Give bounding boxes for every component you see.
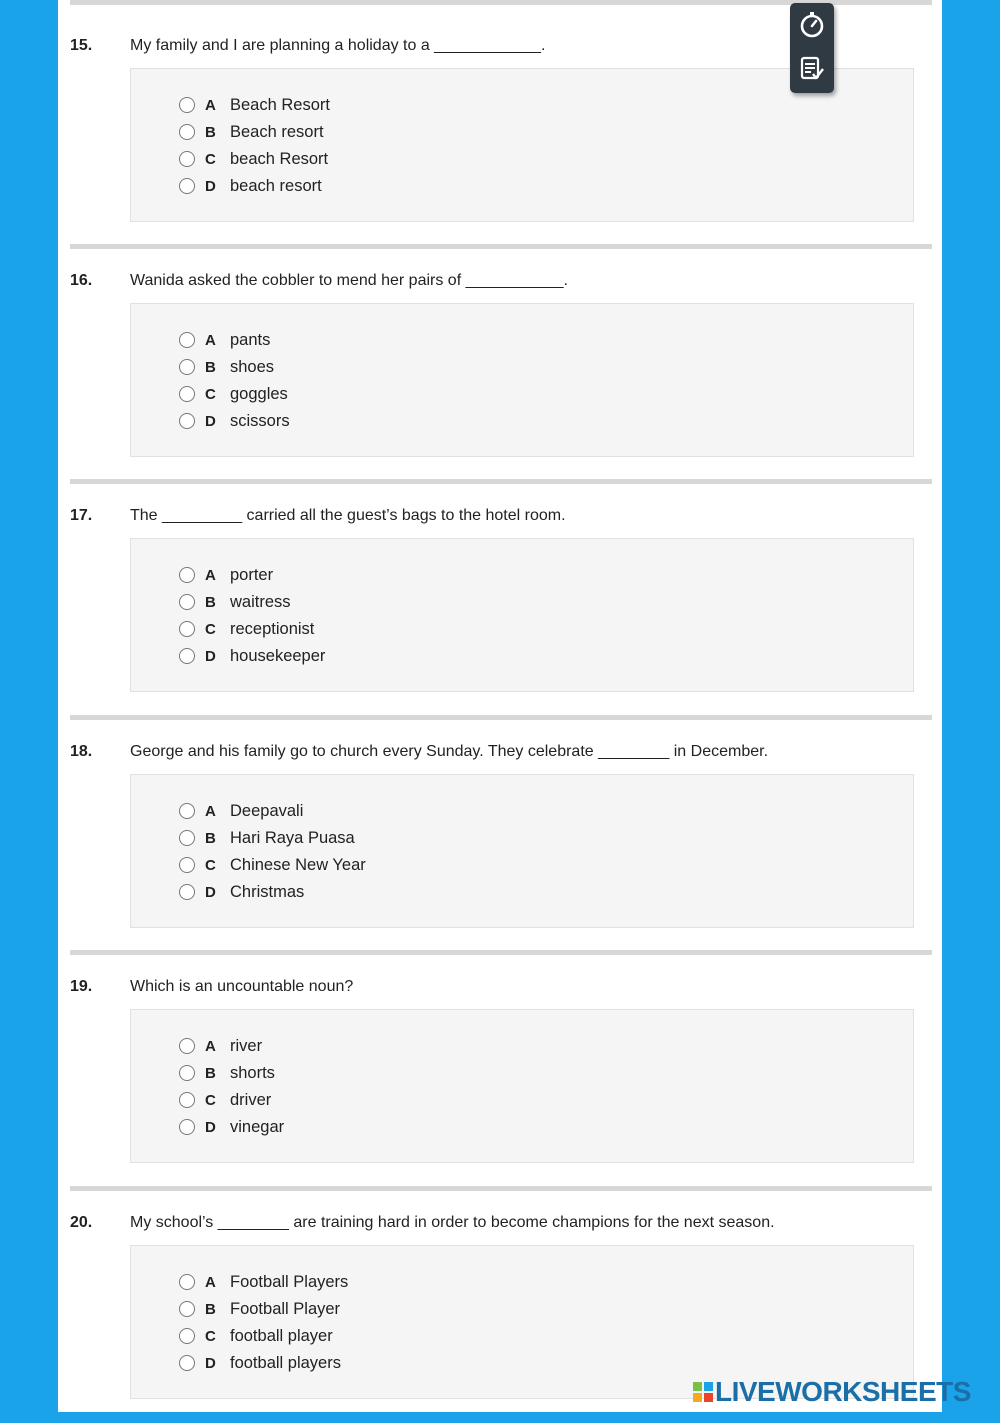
option-text: Chinese New Year (230, 855, 366, 874)
question-text: The _________ carried all the guest’s bags to the hotel room. (130, 507, 566, 524)
question-divider (70, 950, 932, 955)
option-letter: B (205, 123, 216, 141)
radio-button[interactable] (179, 884, 195, 900)
question-16 (0, 246, 1000, 481)
option-text: Deepavali (230, 801, 304, 820)
radio-button[interactable] (179, 1092, 195, 1108)
radio-button[interactable] (179, 1038, 195, 1054)
timer-button[interactable] (795, 8, 829, 42)
question-15 (0, 11, 1000, 246)
question-18 (0, 717, 1000, 952)
option-text: housekeeper (230, 646, 326, 665)
option-b[interactable] (179, 1297, 340, 1321)
question-number: 16. (70, 272, 93, 289)
review-button[interactable] (795, 51, 829, 85)
radio-button[interactable] (179, 830, 195, 846)
question-divider (70, 244, 932, 249)
option-text: beach Resort (230, 149, 329, 168)
question-number: 18. (70, 743, 93, 760)
question-17 (0, 481, 1000, 716)
option-b[interactable] (179, 120, 324, 144)
option-d[interactable] (179, 1115, 284, 1139)
radio-button[interactable] (179, 594, 195, 610)
radio-button[interactable] (179, 567, 195, 583)
option-letter: C (205, 385, 216, 403)
option-letter: D (205, 177, 216, 195)
options-box (130, 774, 914, 928)
option-d[interactable] (179, 174, 322, 198)
question-19 (0, 952, 1000, 1187)
option-text: beach resort (230, 176, 322, 195)
option-text: Christmas (230, 882, 305, 901)
options-box (130, 303, 914, 457)
options-box (130, 1009, 914, 1163)
radio-button[interactable] (179, 332, 195, 348)
radio-button[interactable] (179, 803, 195, 819)
question-number: 19. (70, 978, 93, 995)
option-c[interactable] (179, 1324, 333, 1348)
option-text: river (230, 1036, 263, 1055)
option-letter: A (205, 1273, 216, 1291)
option-text: Football Player (230, 1299, 341, 1318)
stopwatch-icon (798, 11, 826, 39)
liveworksheets-logo (693, 1377, 971, 1407)
option-text: Hari Raya Puasa (230, 828, 355, 847)
question-text: George and his family go to church every Sunday. They celebrate ________ in December. (130, 743, 769, 760)
option-text: driver (230, 1090, 272, 1109)
option-b[interactable] (179, 590, 291, 614)
radio-button[interactable] (179, 1274, 195, 1290)
option-text: receptionist (230, 619, 315, 638)
option-text: shoes (230, 357, 275, 376)
question-text: My family and I are planning a holiday to a ____________. (130, 37, 546, 54)
radio-button[interactable] (179, 1065, 195, 1081)
option-text: vinegar (230, 1117, 285, 1136)
option-letter: D (205, 883, 216, 901)
option-letter: B (205, 1300, 216, 1318)
question-text: My school’s ________ are training hard in order to become champions for the next season. (130, 1214, 775, 1231)
option-text: Beach resort (230, 122, 324, 141)
option-text: football players (230, 1353, 341, 1372)
option-text: goggles (230, 384, 288, 403)
option-letter: D (205, 412, 216, 430)
question-divider (70, 479, 932, 484)
option-text: porter (230, 565, 274, 584)
option-letter: C (205, 1091, 216, 1109)
option-text: shorts (230, 1063, 275, 1082)
option-letter: C (205, 150, 216, 168)
question-divider (70, 1186, 932, 1191)
option-b[interactable] (179, 1061, 275, 1085)
option-letter: B (205, 358, 216, 376)
option-letter: A (205, 1037, 216, 1055)
radio-button[interactable] (179, 1355, 195, 1371)
option-text: waitress (230, 592, 291, 611)
option-c[interactable] (179, 147, 328, 171)
option-letter: A (205, 566, 216, 584)
radio-button[interactable] (179, 124, 195, 140)
option-a[interactable] (179, 93, 330, 117)
question-number: 15. (70, 37, 93, 54)
option-letter: A (205, 331, 216, 349)
option-a[interactable] (179, 1034, 262, 1058)
option-d[interactable] (179, 880, 304, 904)
option-letter: D (205, 647, 216, 665)
radio-button[interactable] (179, 386, 195, 402)
question-text: Wanida asked the cobbler to mend her pairs of ___________. (130, 272, 568, 289)
option-d[interactable] (179, 409, 290, 433)
options-box (130, 538, 914, 692)
radio-button[interactable] (179, 97, 195, 113)
radio-button[interactable] (179, 1119, 195, 1135)
option-letter: C (205, 620, 216, 638)
logo-text: LIVEWORKSHEETS (715, 1376, 971, 1407)
question-divider (70, 715, 932, 720)
option-text: football player (230, 1326, 333, 1345)
option-letter: A (205, 802, 216, 820)
option-letter: D (205, 1118, 216, 1136)
option-d[interactable] (179, 1351, 341, 1375)
option-text: pants (230, 330, 271, 349)
option-c[interactable] (179, 382, 288, 406)
radio-button[interactable] (179, 857, 195, 873)
question-number: 20. (70, 1214, 93, 1231)
radio-button[interactable] (179, 178, 195, 194)
option-letter: B (205, 593, 216, 611)
option-c[interactable] (179, 853, 366, 877)
radio-button[interactable] (179, 648, 195, 664)
radio-button[interactable] (179, 1301, 195, 1317)
option-c[interactable] (179, 1088, 271, 1112)
option-text: Beach Resort (230, 95, 330, 114)
option-text: scissors (230, 411, 290, 430)
radio-button[interactable] (179, 151, 195, 167)
radio-button[interactable] (179, 359, 195, 375)
option-a[interactable] (179, 328, 270, 352)
radio-button[interactable] (179, 1328, 195, 1344)
option-letter: C (205, 856, 216, 874)
option-letter: B (205, 1064, 216, 1082)
review-list-icon (798, 54, 826, 82)
question-text: Which is an uncountable noun? (130, 978, 354, 995)
radio-button[interactable] (179, 413, 195, 429)
option-d[interactable] (179, 644, 325, 668)
option-letter: D (205, 1354, 216, 1372)
option-b[interactable] (179, 826, 355, 850)
question-number: 17. (70, 507, 93, 524)
radio-button[interactable] (179, 621, 195, 637)
option-c[interactable] (179, 617, 314, 641)
option-a[interactable] (179, 563, 273, 587)
option-b[interactable] (179, 355, 274, 379)
liveworksheets-logo-icon (693, 1382, 713, 1402)
option-a[interactable] (179, 799, 303, 823)
option-letter: A (205, 96, 216, 114)
option-text: Football Players (230, 1272, 349, 1291)
option-letter: C (205, 1327, 216, 1345)
floating-toolbar (790, 3, 834, 93)
option-letter: B (205, 829, 216, 847)
option-a[interactable] (179, 1270, 348, 1294)
